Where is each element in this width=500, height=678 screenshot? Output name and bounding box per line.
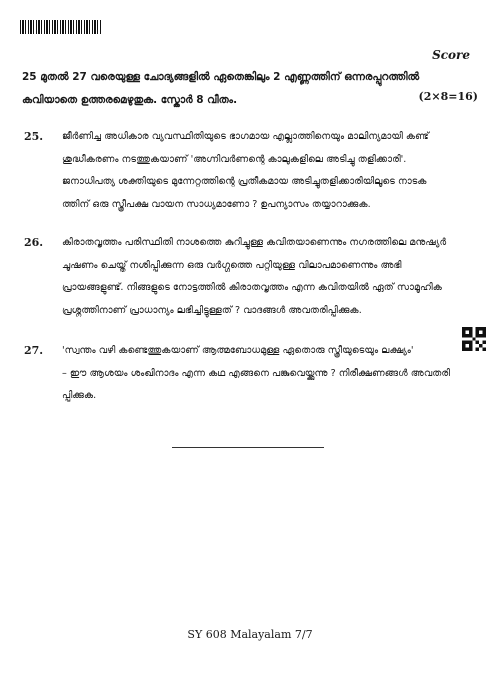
question-text xyxy=(62,232,474,322)
question-27 xyxy=(24,340,474,408)
question-line: ചൂഷണം ചെയ്ത് നശിപ്പിക്കുന്ന ഒരു വർഗ്ഗത്തെ പറ്റിയുള്ള വിലാപമാണെന്നും അഭി xyxy=(62,259,402,271)
instruction-line-2: കവിയാതെ ഉത്തരമെഴുതുക. സ്കോർ 8 വീതം. xyxy=(22,94,238,106)
question-line: കിരാതവൃത്തം പരിസ്ഥിതി നാശത്തെ കുറിച്ചുള്ള കവിതയാണെന്നും നഗരത്തിലെ മനുഷ്യർ xyxy=(62,237,447,248)
question-number: 27. xyxy=(24,344,44,357)
question-26 xyxy=(24,232,474,322)
question-25 xyxy=(24,126,474,216)
end-divider xyxy=(172,447,324,448)
question-line: ശുദ്ധീകരണം നടത്തുകയാണ് 'അഗ്നിവർണന്റെ കാലുകളിലെ അടിച്ചു തളിക്കാരി'. xyxy=(62,153,407,165)
question-line: പ്പിക്കുക. xyxy=(62,390,97,401)
question-line: 'സ്വന്തം വഴി കണ്ടെത്തുകയാണ് ആത്മബോധമുള്ള ഏതൊരു സ്ത്രീയുടെയും ലക്ഷ്യം' xyxy=(62,345,414,356)
question-line: പ്രശ്നത്തിനാണ് പ്രാധാന്യം ലഭിച്ചിട്ടുള്ളത് ? വാദങ്ങൾ അവതരിപ്പിക്കുക. xyxy=(62,304,362,316)
question-line: പ്രായങ്ങളുണ്ട്. നിങ്ങളുടെ നോട്ടത്തിൽ കിരാതവൃത്തം എന്ന കവിതയിൽ ഏത് സാമൂഹിക xyxy=(62,282,442,293)
instruction-line-1: 25 മുതൽ 27 വരെയുള്ള ചോദ്യങ്ങളിൽ ഏതെങ്കിലും 2 എണ്ണത്തിന് ഒന്നരപ്പുറത്തിൽ xyxy=(22,71,420,83)
page-footer: SY 608 Malayalam 7/7 xyxy=(187,628,313,641)
question-text xyxy=(62,126,474,216)
question-number: 25. xyxy=(24,130,44,143)
barcode xyxy=(20,20,102,34)
question-text xyxy=(62,340,474,408)
marks-allocation: (2×8=16) xyxy=(418,90,478,103)
section-instructions xyxy=(22,66,472,112)
question-line: ജനാധിപത്യ ശക്തിയുടെ മുന്നേറ്റത്തിന്റെ പ്രതീകമായ അടിച്ചുതളിക്കാരിയിലൂടെ നാടക xyxy=(62,176,427,187)
score-label: Score xyxy=(432,48,470,62)
question-line: ത്തിന് ഒരു സ്ത്രീപക്ഷ വായന സാധ്യമാണോ ? ഉപന്യാസം തയ്യാറാക്കുക. xyxy=(62,198,371,210)
question-number: 26. xyxy=(24,236,44,249)
question-line: – ഈ ആശയം ശംഖിനാദം എന്ന കഥ എങ്ങനെ പങ്കുവെയ്ക്കുന്നു ? നിരീക്ഷണങ്ങൾ അവതരി xyxy=(62,367,450,379)
question-line: ജീർണിച്ച അധികാര വ്യവസ്ഥിതിയുടെ ഭാഗമായ എല്ലാത്തിനെയും മാലിന്യമായി കണ്ട് xyxy=(62,131,429,142)
